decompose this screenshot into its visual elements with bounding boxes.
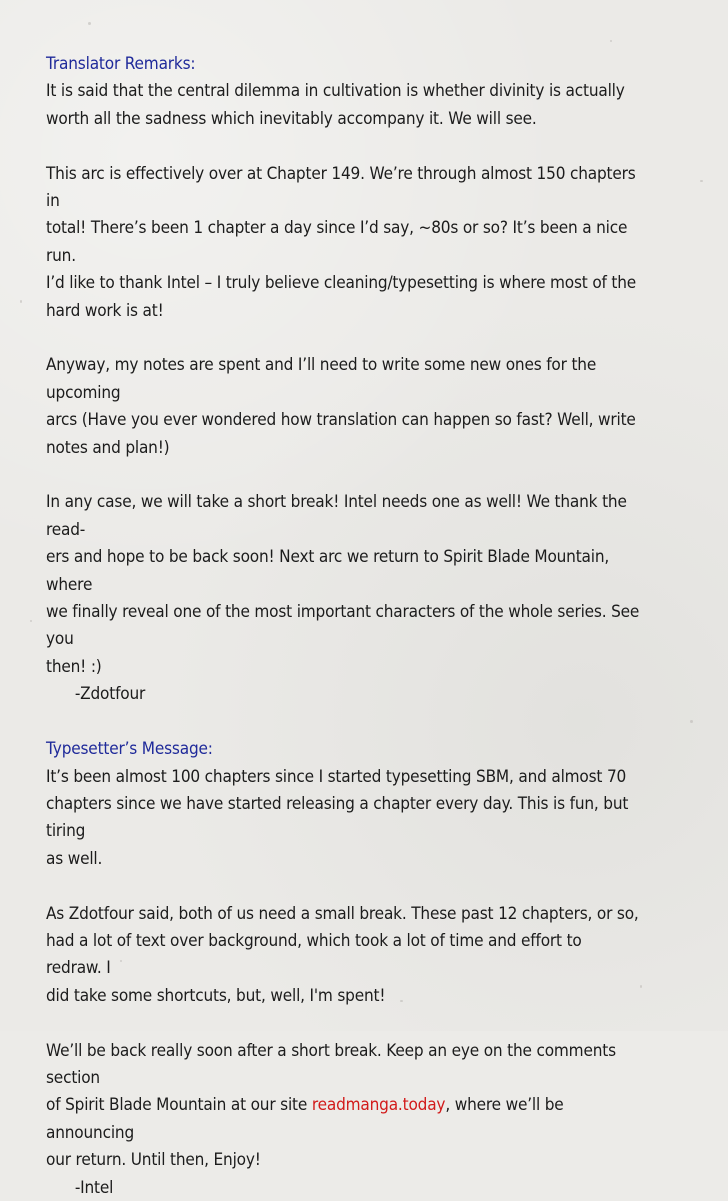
text-line-with-link [46, 1091, 641, 1146]
text-fragment: of Spirit Blade Mountain at our site [46, 1095, 312, 1115]
typesetter-heading: Typesetter’s Message: [46, 739, 213, 759]
text-line: did take some shortcuts, but, well, I'm spent! [46, 985, 386, 1005]
typesetter-signature: -Intel [74, 1177, 114, 1197]
translator-heading: Translator Remarks: [46, 54, 196, 73]
typesetter-paragraph-2 [46, 900, 641, 1010]
text-fragment: , where we’ll be announcing [46, 1095, 564, 1142]
paper-speck [690, 720, 693, 723]
text-line: arcs (Have you ever wondered how translation can happen so fast? Well, write [46, 410, 636, 430]
text-line: It’s been almost 100 chapters since I started typesetting SBM, and almost 70 [46, 766, 627, 786]
text-line: It is said that the central dilemma in cultivation is whether divinity is actually [46, 81, 625, 101]
typesetter-paragraph-3 [46, 1037, 641, 1174]
translator-paragraph-2 [46, 160, 641, 324]
paragraph-gap [46, 132, 641, 159]
translator-paragraph-3 [46, 351, 641, 461]
text-line: we finally reveal one of the most important characters of the whole series. See you [46, 602, 640, 649]
paragraph-gap [46, 1009, 641, 1036]
paper-speck [610, 40, 612, 42]
text-line: We’ll be back really soon after a short break. Keep an eye on the comments section [46, 1040, 616, 1087]
typesetter-paragraph-1 [46, 763, 641, 873]
text-line: total! There’s been 1 chapter a day since I’d say, ~80s or so? It’s been a nice run. [46, 218, 628, 265]
text-line: as well. [46, 848, 103, 868]
paper-speck [700, 180, 703, 182]
text-line: chapters since we have started releasing a chapter every day. This is fun, but tiring [46, 793, 629, 841]
paragraph-gap [46, 461, 641, 488]
paper-speck [88, 22, 91, 25]
site-link[interactable]: readmanga.today [311, 1095, 446, 1115]
paper-speck [20, 300, 22, 303]
text-line: ers and hope to be back soon! Next arc we return to Spirit Blade Mountain, where [46, 547, 610, 594]
paragraph-gap [46, 324, 641, 351]
text-line: worth all the sadness which inevitably accompany it. We will see. [46, 108, 537, 128]
text-line: had a lot of text over background, which took a lot of time and effort to redraw. I [46, 930, 582, 978]
translator-paragraph-4 [46, 488, 641, 680]
text-line: our return. Until then, Enjoy! [46, 1150, 261, 1170]
text-line: As Zdotfour said, both of us need a small break. These past 12 chapters, or so, [46, 903, 639, 923]
text-line: then! :) [46, 656, 102, 676]
text-line: notes and plan!) [46, 437, 170, 457]
notes-document [46, 50, 641, 1201]
text-line: Anyway, my notes are spent and I’ll need to write some new ones for the upcoming [46, 355, 597, 402]
translator-paragraph-1 [46, 77, 641, 132]
text-line: In any case, we will take a short break! Intel needs one as well! We thank the read- [46, 492, 627, 539]
paragraph-gap [46, 872, 641, 899]
text-line: I’d like to thank Intel – I truly believe cleaning/typesetting is where most of the [46, 273, 637, 293]
translator-signature: -Zdotfour [74, 684, 146, 704]
text-line: This arc is effectively over at Chapter 149. We’re through almost 150 chapters in [46, 163, 636, 211]
text-line: hard work is at! [46, 300, 164, 320]
paper-speck [30, 620, 32, 622]
section-gap [46, 708, 641, 735]
